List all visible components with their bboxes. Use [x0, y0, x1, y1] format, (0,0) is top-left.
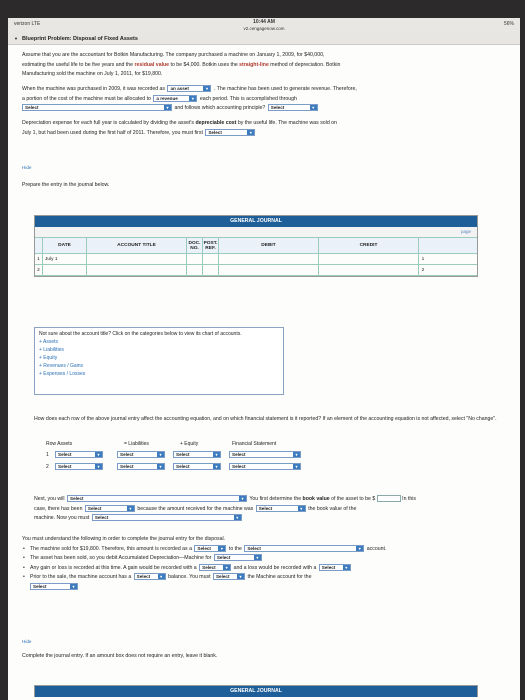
status-bar	[8, 18, 520, 33]
select-value: Select	[33, 583, 47, 589]
text: the book value of the	[308, 505, 357, 512]
text: estimating the useful life to be five years and the	[22, 61, 135, 68]
row-number: 2	[35, 265, 43, 275]
chevron-down-icon: ▾	[237, 574, 244, 579]
select-value: Select	[321, 564, 336, 570]
chevron-down-icon: ▾	[356, 546, 363, 551]
comparison-select[interactable]	[256, 505, 306, 512]
statement-select[interactable]	[229, 451, 301, 458]
chevron-down-icon: ▾	[310, 105, 317, 110]
post-ref-cell	[203, 254, 219, 264]
intro-paragraph	[22, 51, 512, 80]
chevron-down-icon: ▾	[213, 464, 220, 469]
select-value: Select	[136, 574, 151, 580]
debit-input[interactable]	[219, 254, 319, 264]
understand-list	[22, 545, 506, 583]
text: case, there has been	[34, 505, 83, 512]
date-input[interactable]: July 1	[43, 254, 87, 264]
chevron-down-icon: ▾	[254, 555, 261, 560]
doc-no-header: DOC. NO.	[187, 238, 203, 253]
text: machine. Now you must	[34, 515, 90, 521]
equation-question: How does each row of the above journal entry affect the accounting equation, and on which financial statement is it reported? If an element of the accounting equation is not affected, select "No change".	[34, 416, 497, 422]
credit-header: CREDIT	[319, 238, 419, 253]
journal-row	[35, 254, 477, 265]
book-value-input[interactable]	[377, 495, 401, 502]
liabilities-select[interactable]	[117, 451, 165, 458]
gain-loss-select[interactable]	[85, 505, 135, 512]
row-number: 1	[35, 254, 43, 264]
post-ref-cell	[203, 265, 219, 275]
text: of the asset to be $	[329, 496, 376, 502]
journal-title: GENERAL JOURNAL	[35, 216, 477, 227]
chevron-down-icon: ▾	[218, 546, 225, 551]
complete-text: Complete the journal entry. If an amount box does not require an entry, leave it blank.	[22, 653, 218, 659]
row-number: 2	[46, 464, 49, 470]
chart-of-accounts-box	[34, 327, 284, 395]
chevron-down-icon: ▾	[157, 464, 164, 469]
select-value: Select	[94, 515, 109, 521]
balance-type-select[interactable]	[134, 573, 166, 580]
debit-credit-select[interactable]	[194, 545, 226, 552]
straight-line-term: straight-line	[239, 61, 269, 68]
select-value: Select	[58, 464, 72, 469]
hide-link[interactable]: Hide	[22, 639, 32, 644]
understand-section	[22, 535, 506, 590]
gain-entry-select[interactable]	[199, 564, 231, 571]
next-step-select[interactable]	[67, 495, 247, 502]
select-value: Select	[176, 452, 190, 457]
hide-link[interactable]: Hide	[22, 165, 32, 170]
row-number: 2	[421, 267, 425, 273]
row-number: 1	[46, 452, 49, 458]
text: In this	[402, 496, 416, 502]
text: and follows which accounting principle?	[174, 105, 266, 111]
battery-indicator: 56%	[503, 21, 514, 27]
text: a portion of the cost of the machine must be allocated to	[22, 95, 151, 102]
problem-header[interactable]	[8, 33, 520, 45]
text: The asset has been sold, so you debit Accumulated Depreciation—Machine for	[30, 555, 212, 561]
clock: 10:44 AM	[253, 19, 275, 25]
equity-select[interactable]	[173, 463, 221, 470]
text: Depreciation expense for each full year is calculated by dividing the asset's	[22, 120, 196, 126]
recording-paragraph	[22, 85, 512, 114]
accum-depr-select[interactable]	[214, 554, 262, 561]
journal-title: GENERAL JOURNAL	[35, 686, 477, 697]
carrier-label: verizon LTE	[14, 21, 41, 27]
collapse-arrow-icon[interactable]: ▼	[14, 36, 18, 41]
intro-line-3: Manufacturing sold the machine on July 1, 2011, for $19,800.	[22, 71, 163, 77]
select-value: a revenue	[156, 95, 178, 101]
categories-intro: Not sure about the account title? Click on the categories below to view its chart of accounts.	[39, 331, 242, 337]
chevron-down-icon: ▾	[247, 130, 254, 135]
principle-select[interactable]	[268, 104, 318, 111]
equation-row	[46, 451, 346, 461]
text: each period. This is accomplished through	[199, 95, 297, 102]
text: You first determine the	[249, 496, 303, 502]
text: . The machine has been used to generate revenue. Therefore,	[213, 86, 357, 92]
text: method of depreciation. Botkin	[268, 61, 341, 68]
chevron-down-icon: ▾	[164, 105, 171, 110]
select-value: Select	[197, 545, 211, 551]
select-value: Select	[208, 129, 222, 135]
doc-no-cell	[187, 265, 203, 275]
credit-input[interactable]	[319, 254, 419, 264]
select-value: Select	[232, 464, 246, 469]
financial-statement-header: Financial Statement	[232, 441, 277, 447]
category-liabilities[interactable]: + Liabilities	[39, 347, 64, 353]
account-title-header: ACCOUNT TITLE	[87, 238, 187, 253]
select-value: Select	[258, 505, 273, 511]
problem-page	[8, 33, 520, 700]
chevron-down-icon: ▾	[223, 565, 230, 570]
text: Any gain or loss is recorded at this time. A gain would be recorded with a	[30, 564, 197, 571]
understand-intro: You must understand the following in order to complete the journal entry for the disposal.	[22, 536, 226, 542]
depreciation-paragraph	[22, 119, 512, 138]
select-value: Select	[215, 574, 230, 580]
select-value: Select	[87, 505, 102, 511]
credit-input[interactable]	[319, 265, 419, 275]
chevron-down-icon: ▾	[158, 574, 165, 579]
date-input[interactable]	[43, 265, 87, 275]
equity-header: + Equity	[180, 441, 199, 447]
date-header: DATE	[43, 238, 87, 253]
liabilities-header: = Liabilities	[124, 441, 149, 447]
blank-header	[419, 238, 427, 253]
recorded-as-select[interactable]	[167, 85, 211, 92]
text: the Machine account for the	[247, 574, 312, 580]
chevron-down-icon: ▾	[234, 515, 241, 520]
blank-header	[35, 238, 43, 253]
row-assets-header: Row Assets	[46, 441, 73, 447]
machine-amount-select[interactable]	[30, 583, 78, 590]
text: balance. You must	[168, 574, 211, 580]
select-value: Select	[216, 555, 231, 561]
row-number: 1	[421, 256, 425, 262]
text: to the	[228, 545, 242, 552]
next-paragraph	[34, 495, 506, 524]
list-item	[22, 573, 506, 583]
intro-line-2	[22, 61, 512, 71]
text: to be $4,000. Botkin uses the	[169, 61, 240, 68]
intro-line-1: Assume that you are the accountant for Botkin Manufacturing. The company purchased a machine on January 1, 2009, for $40,000,	[22, 52, 325, 58]
text: Prior to the sale, the machine account has a	[30, 574, 132, 580]
select-value: Select	[176, 464, 190, 469]
journal-row	[35, 265, 477, 276]
hide-link-2-wrap	[22, 639, 512, 645]
url-bar[interactable]: v2.cengagenow.com	[243, 26, 285, 31]
text: by the useful life. The machine was sold on	[236, 120, 337, 126]
account-title-input[interactable]	[87, 254, 187, 264]
chevron-down-icon: ▾	[239, 496, 246, 501]
chevron-down-icon: ▾	[95, 452, 102, 457]
post-ref-header: POST. REF.	[203, 238, 219, 253]
category-equity[interactable]: + Equity	[39, 355, 58, 361]
select-value: an asset	[170, 86, 189, 92]
hide-link-1-wrap	[22, 165, 512, 171]
list-item	[22, 545, 506, 555]
select-value: Select	[202, 564, 216, 570]
allocated-to-select[interactable]	[153, 95, 197, 102]
must-action-select[interactable]	[92, 514, 242, 521]
account-select[interactable]	[244, 545, 364, 552]
journal-page-label: page	[35, 227, 477, 237]
depreciable-cost-term: depreciable cost	[195, 120, 237, 126]
debit-input[interactable]	[219, 265, 319, 275]
list-item	[22, 554, 506, 564]
liabilities-select[interactable]	[117, 463, 165, 470]
list-item	[22, 564, 506, 574]
statement-select[interactable]	[229, 463, 301, 470]
residual-value-term: residual value	[134, 61, 170, 68]
assets-select[interactable]	[55, 451, 103, 458]
machine-action-select[interactable]	[213, 573, 245, 580]
equity-select[interactable]	[173, 451, 221, 458]
category-assets[interactable]: + Assets	[39, 339, 59, 345]
general-journal-2	[34, 685, 478, 697]
chevron-down-icon: ▾	[213, 452, 220, 457]
text: and a loss would be recorded with a	[233, 564, 317, 571]
problem-title: Blueprint Problem: Disposal of Fixed Assets	[21, 35, 138, 42]
chevron-down-icon: ▾	[293, 452, 300, 457]
doc-no-cell	[187, 254, 203, 264]
text: The machine sold for $19,800. Therefore, this amount is recorded as a	[30, 545, 192, 552]
select-value: Select	[270, 105, 285, 111]
chevron-down-icon: ▾	[157, 452, 164, 457]
prepare-text: Prepare the entry in the journal below.	[22, 182, 110, 188]
accomplished-through-select[interactable]	[22, 104, 172, 111]
select-value: Select	[247, 545, 261, 551]
select-value: Select	[70, 496, 84, 502]
chevron-down-icon: ▾	[70, 584, 77, 589]
debit-header: DEBIT	[219, 238, 319, 253]
chevron-down-icon: ▾	[127, 506, 134, 511]
category-revenues-gains[interactable]: + Revenues / Gains	[39, 363, 84, 369]
text: because the amount received for the machine was	[137, 505, 254, 512]
general-journal	[34, 215, 478, 277]
assets-select[interactable]	[55, 463, 103, 470]
text: July 1, but had been used during the first half of 2011. Therefore, you must first	[22, 129, 203, 136]
loss-entry-select[interactable]	[319, 564, 351, 571]
chevron-down-icon: ▾	[203, 86, 210, 91]
text: Next, you will	[34, 496, 65, 502]
select-value: Select	[120, 452, 134, 457]
chevron-down-icon: ▾	[293, 464, 300, 469]
journal-header-row	[35, 237, 477, 254]
book-value-term: book value	[302, 496, 330, 502]
select-value: Select	[120, 464, 134, 469]
chevron-down-icon: ▾	[95, 464, 102, 469]
account-title-input[interactable]	[87, 265, 187, 275]
select-value: Select	[25, 105, 39, 111]
select-value: Select	[58, 452, 72, 457]
must-first-select[interactable]	[205, 129, 255, 136]
text: account.	[366, 545, 387, 552]
select-value: Select	[232, 452, 246, 457]
chevron-down-icon: ▾	[189, 96, 196, 101]
category-expenses-losses[interactable]: + Expenses / Losses	[39, 371, 86, 377]
chevron-down-icon: ▾	[343, 565, 350, 570]
text: When the machine was purchased in 2009, it was recorded as	[22, 86, 166, 92]
equation-row	[46, 463, 346, 473]
chevron-down-icon: ▾	[298, 506, 305, 511]
